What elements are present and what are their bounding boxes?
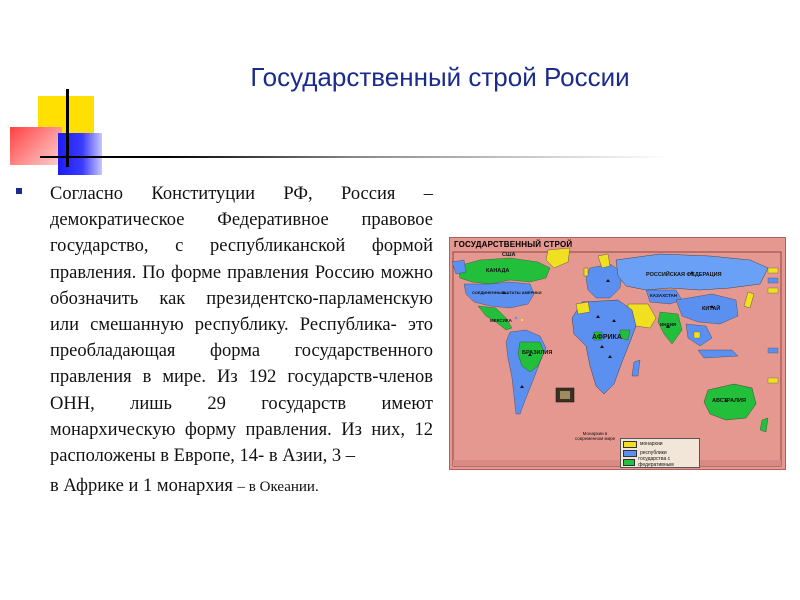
body-text — [50, 181, 433, 500]
body-last-line — [50, 473, 433, 500]
map-label-australia: АВСТРАЛИЯ — [712, 398, 746, 404]
map-label-brazil: БРАЗИЛИЯ — [522, 350, 553, 356]
horizontal-rule — [40, 156, 670, 158]
map-legend — [620, 438, 700, 468]
yellow-square — [38, 96, 94, 146]
map-label-russia: РОССИЙСКАЯ ФЕДЕРАЦИЯ — [646, 272, 722, 278]
map-label-india: ИНДИЯ — [660, 322, 677, 327]
map-label-china: КИТАЙ — [702, 306, 721, 312]
legend-swatch-republic — [623, 450, 637, 457]
legend-swatch-monarchy — [623, 441, 637, 448]
map-label-kazakhstan: КАЗАХСТАН — [650, 293, 677, 298]
world-map — [449, 237, 786, 470]
legend-item-federation — [623, 458, 697, 466]
bullet-icon — [16, 188, 22, 194]
decorative-ornament — [0, 0, 800, 200]
map-label-africa: АФРИКА — [592, 334, 622, 341]
map-label-mexico: МЕКСИКА — [490, 318, 512, 323]
body-paragraph: Согласно Конституции РФ, Россия – демократическое Федеративное правовое государство, с республиканской формой правления. По форме правления Россию можно обозначить как президентско-парламенскую или смешанную республику. Республика- это преобладающая форма государственного правления в мире. Из 192 государств-членов ОНН, лишь 29 государств имеют монархическую форму правления. Из них, 12 расположены в Европе, 14- в Азии, 3 – — [50, 184, 433, 467]
vertical-rule — [66, 89, 69, 167]
slide-title: Государственный строй России — [250, 62, 630, 92]
map-legend-title: Монархии в современном мире — [574, 431, 616, 441]
body-last-part-b: – в Океании. — [237, 479, 319, 496]
legend-label-monarchy: монархии — [640, 441, 663, 447]
blue-square — [58, 133, 102, 175]
legend-label-republic: республики — [640, 450, 667, 456]
map-label-usa-top: США — [502, 252, 516, 258]
red-square — [10, 127, 62, 165]
legend-item-monarchy — [623, 440, 697, 448]
legend-swatch-federation — [623, 459, 635, 466]
map-title: ГОСУДАРСТВЕННЫЙ СТРОЙ — [454, 240, 573, 249]
body-last-part-a: в Африке и 1 монархия — [50, 476, 233, 497]
map-label-canada: КАНАДА — [486, 268, 510, 274]
map-label-usa: СОЕДИНЕННЫЕ ШТАТЫ АМЕРИКИ — [472, 290, 542, 295]
legend-label-federation: государства с федеративным — [638, 456, 674, 468]
